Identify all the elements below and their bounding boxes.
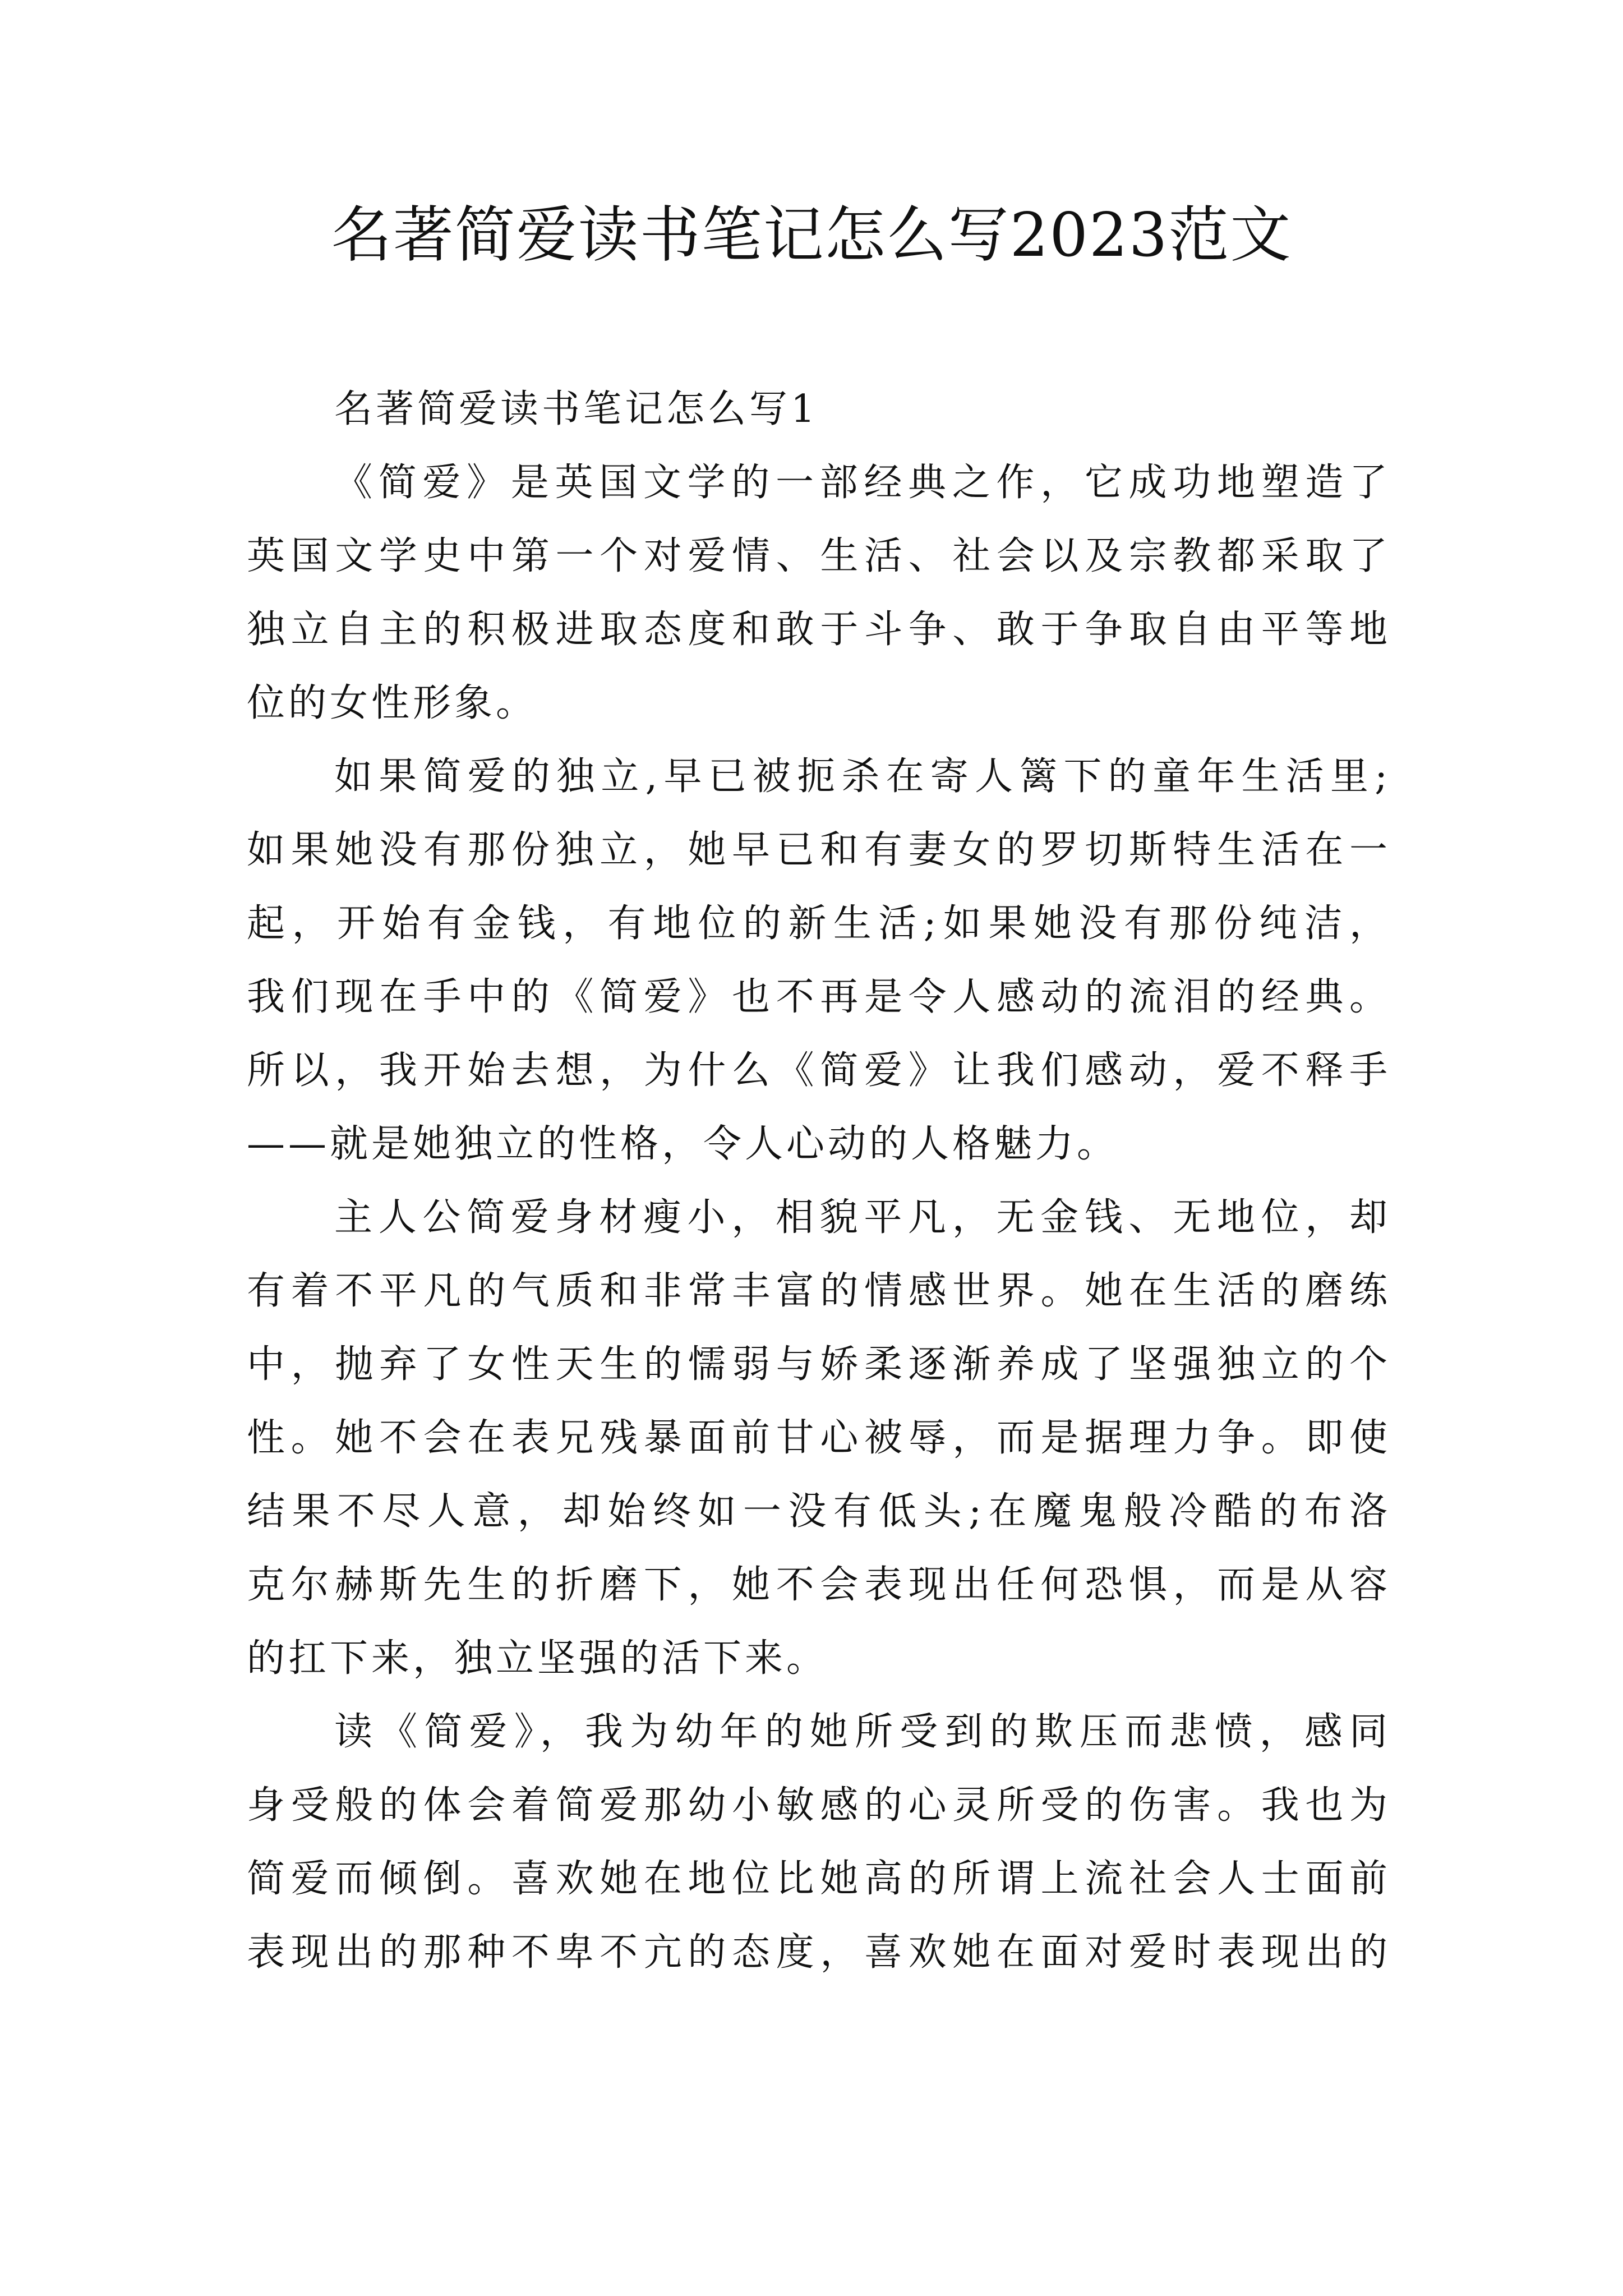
paragraph-line: 简爱而倾倒。喜欢她在地位比她高的所谓上流社会人士面前 — [247, 1857, 1391, 1901]
paragraph-line: 有着不平凡的气质和非常丰富的情感世界。她在生活的磨练 — [247, 1269, 1391, 1313]
paragraph-line: 性。她不会在表兄残暴面前甘心被辱，而是据理力争。即使 — [247, 1416, 1391, 1460]
paragraph-line: 独立自主的积极进取态度和敢于斗争、敢于争取自由平等地 — [247, 608, 1391, 652]
paragraph-line: 主人公简爱身材瘦小，相貌平凡，无金钱、无地位，却 — [334, 1195, 1391, 1240]
paragraph-line: 如果简爱的独立,早已被扼杀在寄人篱下的童年生活里; — [334, 754, 1391, 799]
paragraph-line: 如果她没有那份独立，她早已和有妻女的罗切斯特生活在一 — [247, 828, 1391, 872]
paragraph-line: 我们现在手中的《简爱》也不再是令人感动的流泪的经典。 — [247, 975, 1391, 1019]
paragraph-line: 中，抛弃了女性天生的懦弱与娇柔逐渐养成了坚强独立的个 — [247, 1342, 1391, 1387]
paragraph-line: 身受般的体会着简爱那幼小敏感的心灵所受的伤害。我也为 — [247, 1783, 1391, 1828]
paragraph-line: 克尔赫斯先生的折磨下，她不会表现出任何恐惧，而是从容 — [247, 1563, 1391, 1607]
paragraph-line: 的扛下来，独立坚强的活下来。 — [247, 1636, 828, 1681]
paragraph-line: 所以，我开始去想，为什么《简爱》让我们感动，爱不释手 — [247, 1048, 1391, 1093]
paragraph-line: 表现出的那种不卑不亢的态度，喜欢她在面对爱时表现出的 — [247, 1930, 1391, 1975]
paragraph-line: ——就是她独立的性格，令人心动的人格魅力。 — [247, 1122, 1119, 1166]
paragraph-line: 《简爱》是英国文学的一部经典之作，它成功地塑造了 — [334, 461, 1391, 505]
paragraph-line: 位的女性形象。 — [247, 681, 538, 725]
section-heading: 名著简爱读书笔记怎么写1 — [334, 387, 819, 431]
paragraph-line: 读《简爱》，我为幼年的她所受到的欺压而悲愤，感同 — [334, 1710, 1391, 1754]
paragraph-line: 英国文学史中第一个对爱情、生活、社会以及宗教都采取了 — [247, 534, 1391, 578]
paragraph-line: 起，开始有金钱，有地位的新生活;如果她没有那份纯洁， — [247, 901, 1391, 946]
paragraph-line: 结果不尽人意，却始终如一没有低头;在魔鬼般冷酷的布洛 — [247, 1489, 1391, 1534]
document-title: 名著简爱读书笔记怎么写2023范文 — [331, 200, 1292, 270]
